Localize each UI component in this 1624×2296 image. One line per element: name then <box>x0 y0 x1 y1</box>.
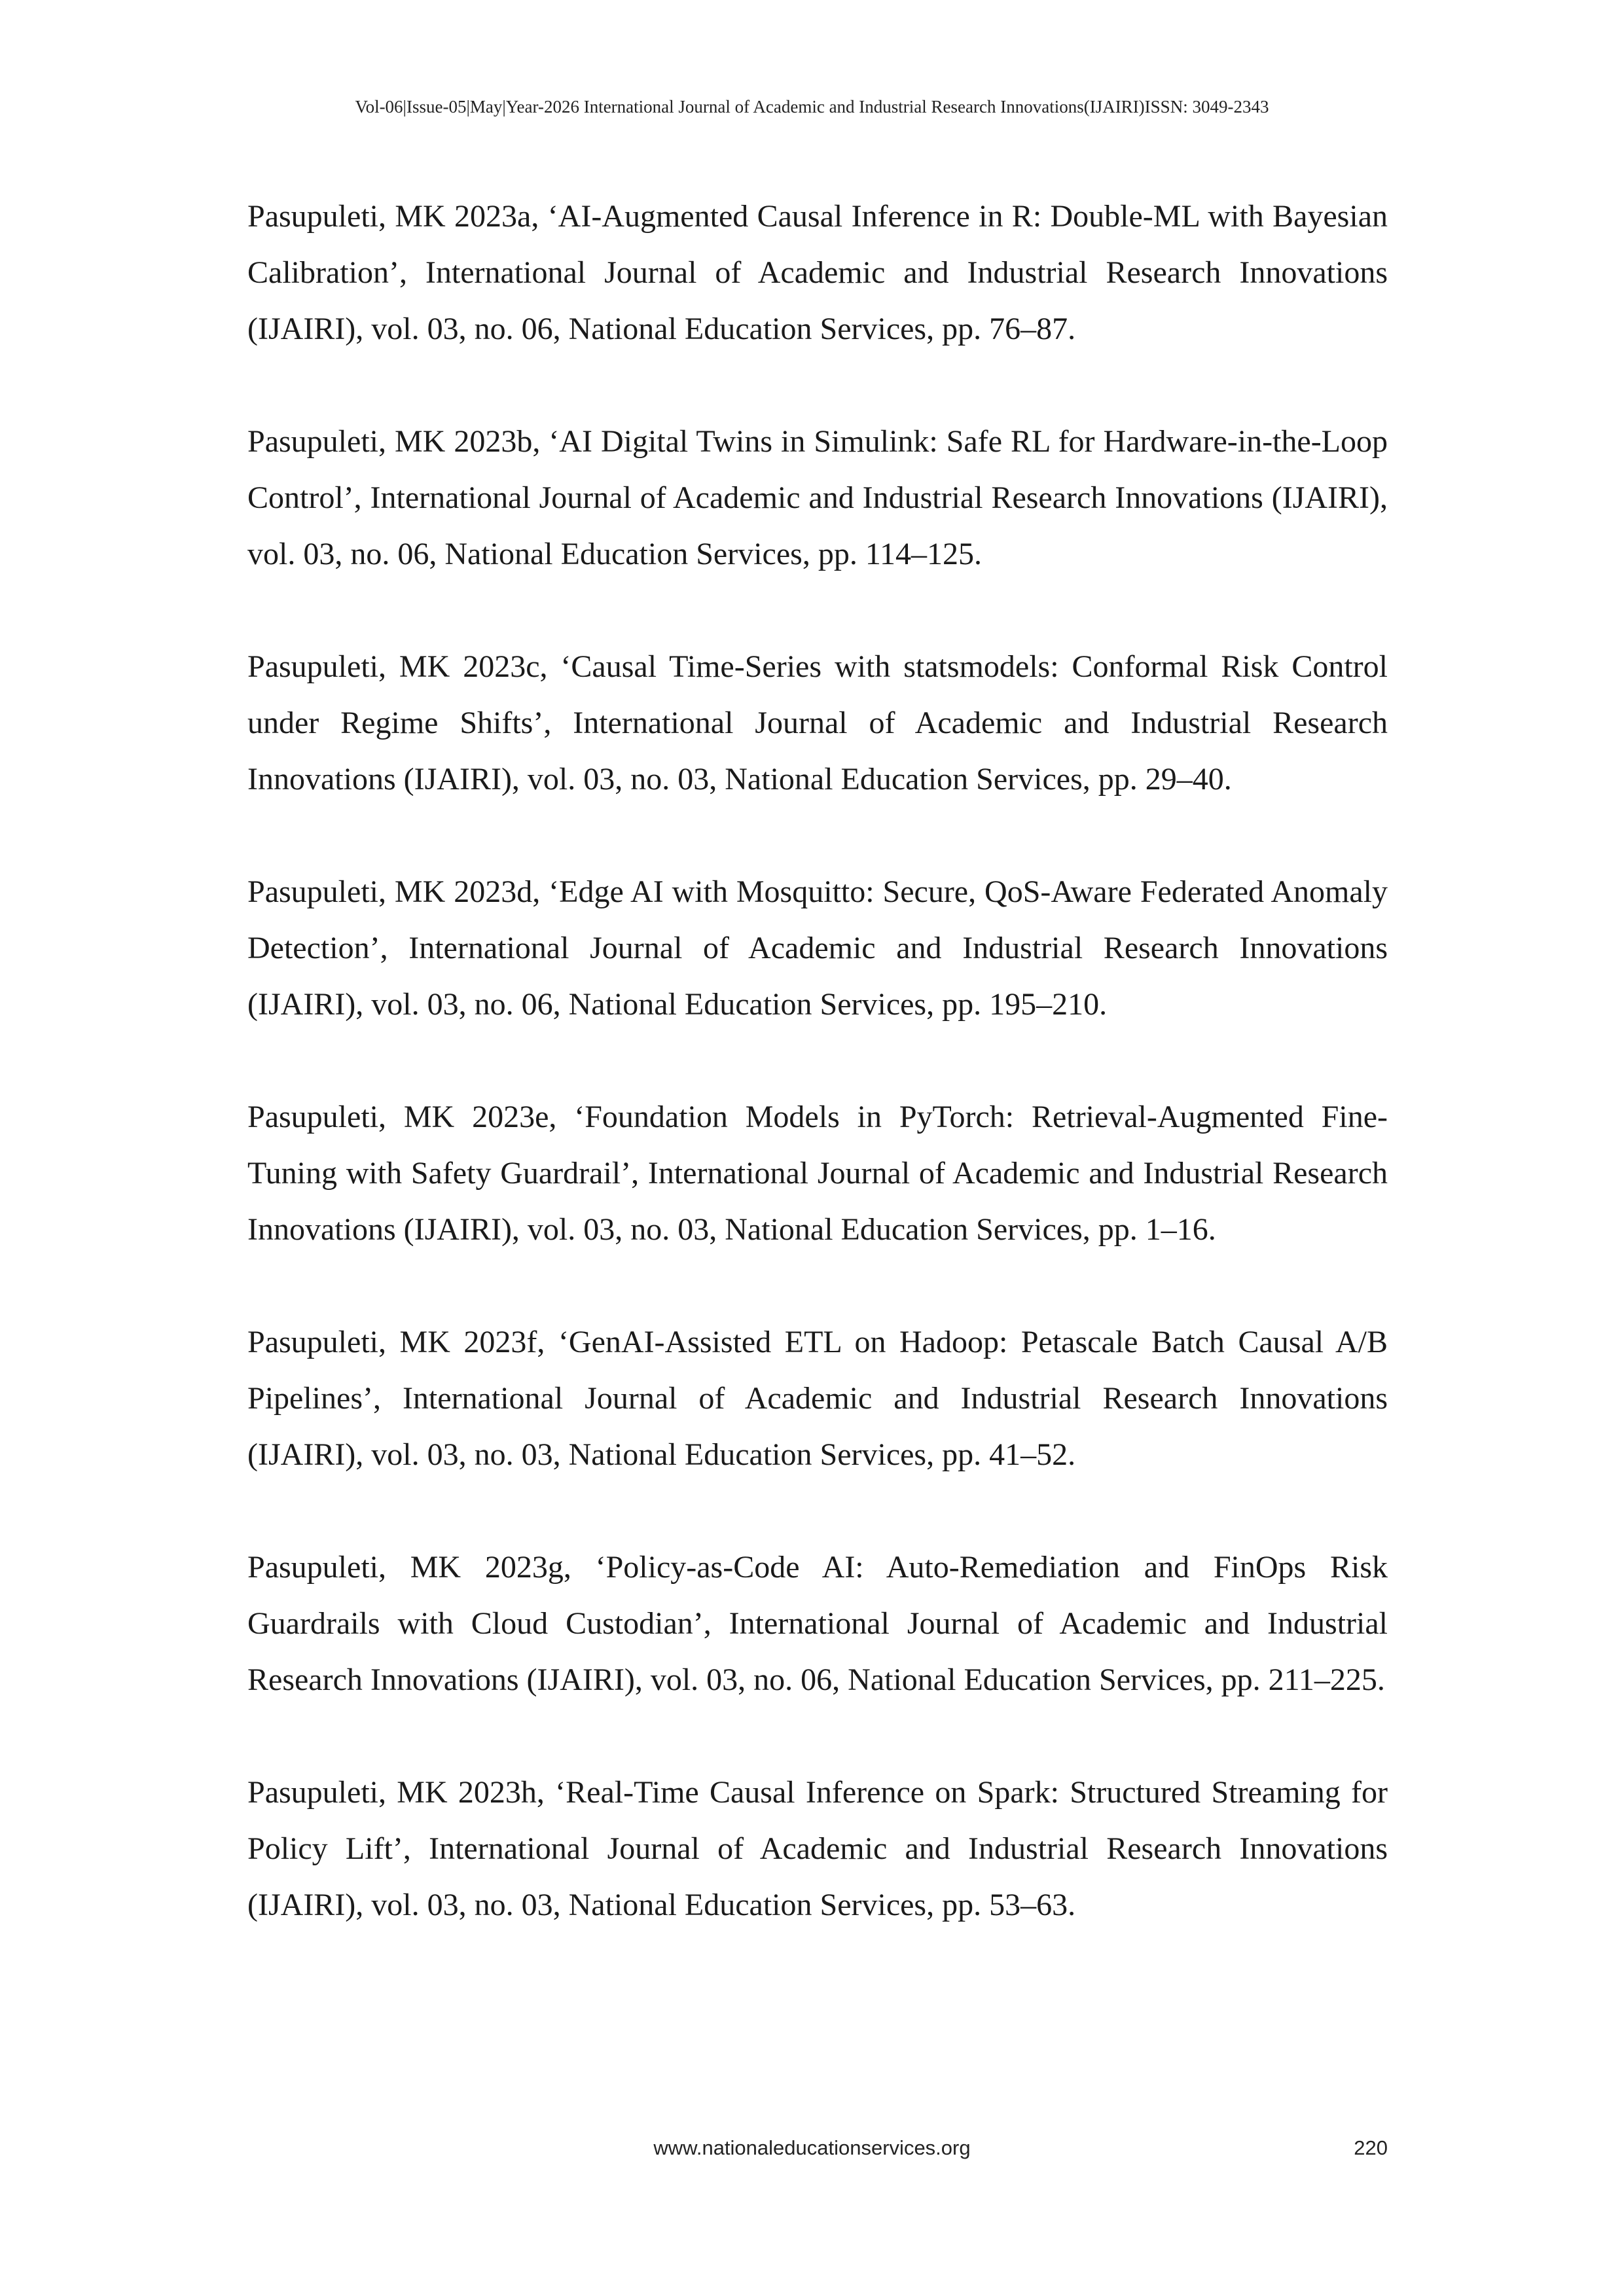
reference-item: Pasupuleti, MK 2023d, ‘Edge AI with Mosquitto: Secure, QoS-Aware Federated Anomaly Detection’, International Journal of Academic and Industrial Research Innovations (IJAIRI), vol. 03, no. 06, National Education Services, pp. 195–210. <box>247 874 1388 1022</box>
reference-item: Pasupuleti, MK 2023f, ‘GenAI-Assisted ETL on Hadoop: Petascale Batch Causal A/B Pipelines’, International Journal of Academic and Industrial Research Innovations (IJAIRI), vol. 03, no. 03, National Education Services, pp. 41–52. <box>247 1325 1388 1472</box>
running-header: Vol-06|Issue-05|May|Year-2026 International Journal of Academic and Industrial Research Innovations(IJAIRI)ISSN: 3049-2343 <box>355 97 1269 117</box>
page-number: 220 <box>1354 2136 1388 2159</box>
reference-item: Pasupuleti, MK 2023e, ‘Foundation Models in PyTorch: Retrieval-Augmented Fine-Tuning with Safety Guardrail’, International Journal of Academic and Industrial Research Innovations (IJAIRI), vol. 03, no. 03, National Education Services, pp. 1–16. <box>247 1100 1388 1247</box>
reference-list <box>247 188 1388 1990</box>
reference-item: Pasupuleti, MK 2023a, ‘AI-Augmented Causal Inference in R: Double-ML with Bayesian Calibration’, International Journal of Academic and Industrial Research Innovations (IJAIRI), vol. 03, no. 06, National Education Services, pp. 76–87. <box>247 199 1388 346</box>
reference-item: Pasupuleti, MK 2023h, ‘Real-Time Causal Inference on Spark: Structured Streaming for Policy Lift’, International Journal of Academic and Industrial Research Innovations (IJAIRI), vol. 03, no. 03, National Education Services, pp. 53–63. <box>247 1775 1388 1922</box>
reference-item: Pasupuleti, MK 2023c, ‘Causal Time-Series with statsmodels: Conformal Risk Control under Regime Shifts’, International Journal of Academic and Industrial Research Innovations (IJAIRI), vol. 03, no. 03, National Education Services, pp. 29–40. <box>247 649 1388 797</box>
footer-url: www.nationaleducationservices.org <box>653 2136 971 2159</box>
reference-item: Pasupuleti, MK 2023b, ‘AI Digital Twins in Simulink: Safe RL for Hardware-in-the-Loop Control’, International Journal of Academic and Industrial Research Innovations (IJAIRI), vol. 03, no. 06, National Education Services, pp. 114–125. <box>247 424 1388 571</box>
reference-item: Pasupuleti, MK 2023g, ‘Policy-as-Code AI: Auto-Remediation and FinOps Risk Guardrails with Cloud Custodian’, International Journal of Academic and Industrial Research Innovations (IJAIRI), vol. 03, no. 06, National Education Services, pp. 211–225. <box>247 1550 1388 1697</box>
